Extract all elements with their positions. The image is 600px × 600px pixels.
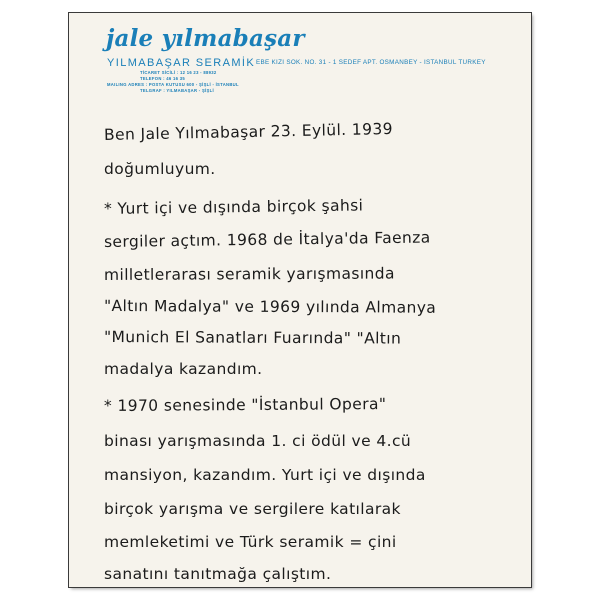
phone-number: TELEFON : 46 16 35 — [140, 76, 185, 81]
handwritten-line: "Altın Madalya" ve 1969 yılında Almanya — [103, 297, 437, 317]
handwritten-line: madalya kazandım. — [104, 360, 263, 378]
mailing-address: MAILING ADRES : POSTA KUTUSU 600 - ŞİŞLİ - İSTANBUL — [107, 82, 239, 87]
handwritten-line: "Munich El Sanatları Fuarında" "Altın — [103, 328, 402, 348]
handwritten-line: * 1970 senesinde "İstanbul Opera" — [103, 395, 387, 415]
company-address: EBE KIZI SOK. NO. 31 - 1 SEDEF APT. OSMANBEY - ISTANBUL TURKEY — [256, 59, 486, 66]
handwritten-line: Ben Jale Yılmabaşar 23. Eylül. 1939 — [103, 119, 394, 144]
handwritten-line: binası yarışmasında 1. ci ödül ve 4.cü — [104, 432, 412, 450]
firm-name: YILMABAŞAR SERAMİK — [107, 57, 256, 69]
handwritten-line: mansiyon, kazandım. Yurt içi ve dışında — [104, 466, 426, 484]
registry-number: TİCARET SİCİLİ : 12 16 23 - 88932 — [140, 70, 217, 75]
handwritten-line: sanatını tanıtmağa çalıştım. — [104, 565, 332, 583]
handwritten-line: sergiler açtım. 1968 de İtalya'da Faenza — [103, 228, 431, 251]
handwritten-line: milletlerarası seramik yarışmasında — [103, 264, 395, 284]
handwritten-line: * Yurt içi ve dışında birçok şahsi — [103, 196, 364, 218]
handwritten-line: memleketimi ve Türk seramik = çini — [104, 533, 397, 551]
telegraph-address: TELGRAF : YILMABAŞAR - ŞİŞLİ — [140, 88, 214, 93]
handwritten-line: birçok yarışma ve sergilere katılarak — [104, 500, 401, 518]
brand-logo-text: jale yılmabaşar — [106, 25, 305, 52]
handwritten-line: doğumluyum. — [104, 160, 216, 178]
